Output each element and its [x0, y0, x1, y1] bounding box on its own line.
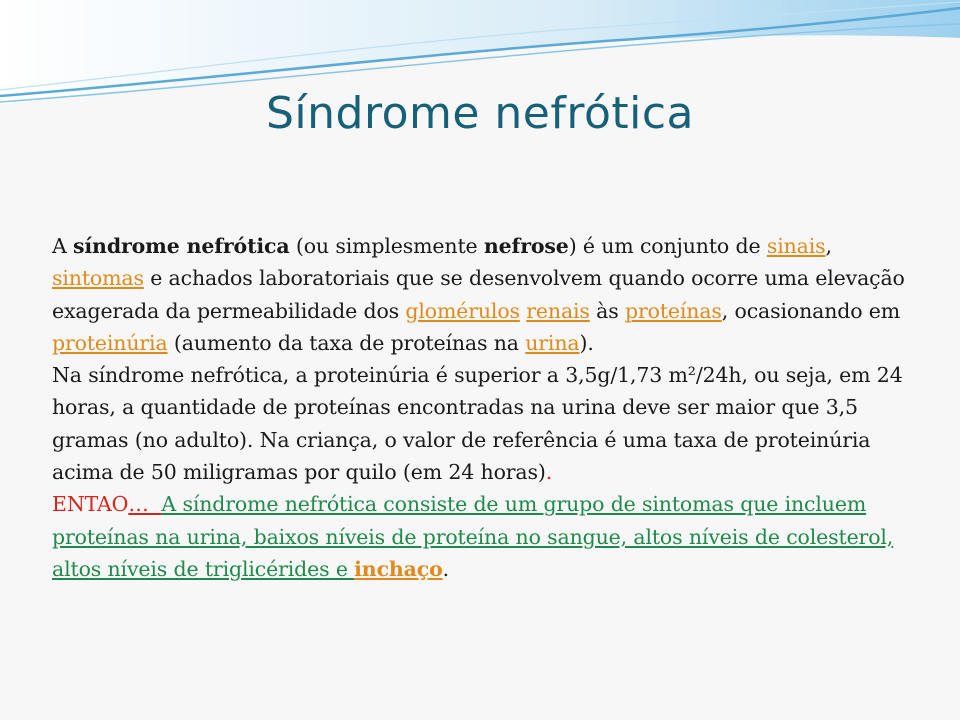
text-segment: e achados laboratoriais que se desenvolvem quando ocorre uma elevação exagerada da permeabilidade dos — [52, 266, 905, 323]
link-proteinas[interactable]: proteínas — [625, 298, 722, 323]
text-segment: (aumento da taxa de proteínas na — [167, 330, 526, 355]
link-glomerulos[interactable]: glomérulos — [405, 298, 520, 323]
link-renais[interactable]: renais — [526, 298, 590, 323]
link-inchaco[interactable]: inchaço — [354, 556, 443, 581]
link-urina[interactable]: urina — [525, 330, 580, 355]
red-period: . — [545, 460, 553, 485]
text-segment: , ocasionando em — [721, 298, 901, 323]
text-segment: A — [52, 234, 74, 258]
text-segment: , — [825, 234, 832, 258]
link-sinais[interactable]: sinais — [766, 234, 826, 258]
text-segment: ). — [579, 330, 594, 355]
link-summary-symptoms[interactable]: A síndrome nefrótica consiste de um grupo de sintomas que incluem proteínas na urina, baixos níveis de proteína no sangue, altos níveis de colesterol, altos níveis de triglicérides e — [52, 492, 894, 581]
paragraph-definition — [52, 230, 914, 359]
text-segment: Na síndrome nefrótica, a proteinúria é superior a 3,5g/1,73 m²/24h, ou seja, em 24 horas, a quantidade de proteínas encontradas na urina deve ser maior que 3,5 gramas (no adulto). Na criança, o valor de referência é uma taxa de proteinúria acima de 50 miligramas por quilo (em 24 horas) — [52, 363, 903, 485]
text-segment: ) é um conjunto de — [568, 234, 767, 258]
link-proteinuria[interactable]: proteinúria — [52, 330, 168, 355]
slide-body — [52, 230, 914, 585]
slide-title: Síndrome nefrótica — [265, 88, 695, 139]
link-ellipsis[interactable]: … — [128, 492, 162, 517]
text-segment: (ou simplesmente — [289, 234, 484, 258]
red-lead-text: ENTAO — [52, 492, 129, 517]
text-segment: às — [589, 298, 625, 323]
paragraph-proteinuria-values — [52, 359, 914, 488]
bold-term-sindrome: síndrome nefrótica — [73, 234, 290, 258]
link-sintomas[interactable]: sintomas — [52, 266, 144, 291]
paragraph-summary — [52, 488, 914, 585]
text-segment: . — [442, 556, 450, 581]
bold-term-nefrose: nefrose — [483, 234, 569, 258]
